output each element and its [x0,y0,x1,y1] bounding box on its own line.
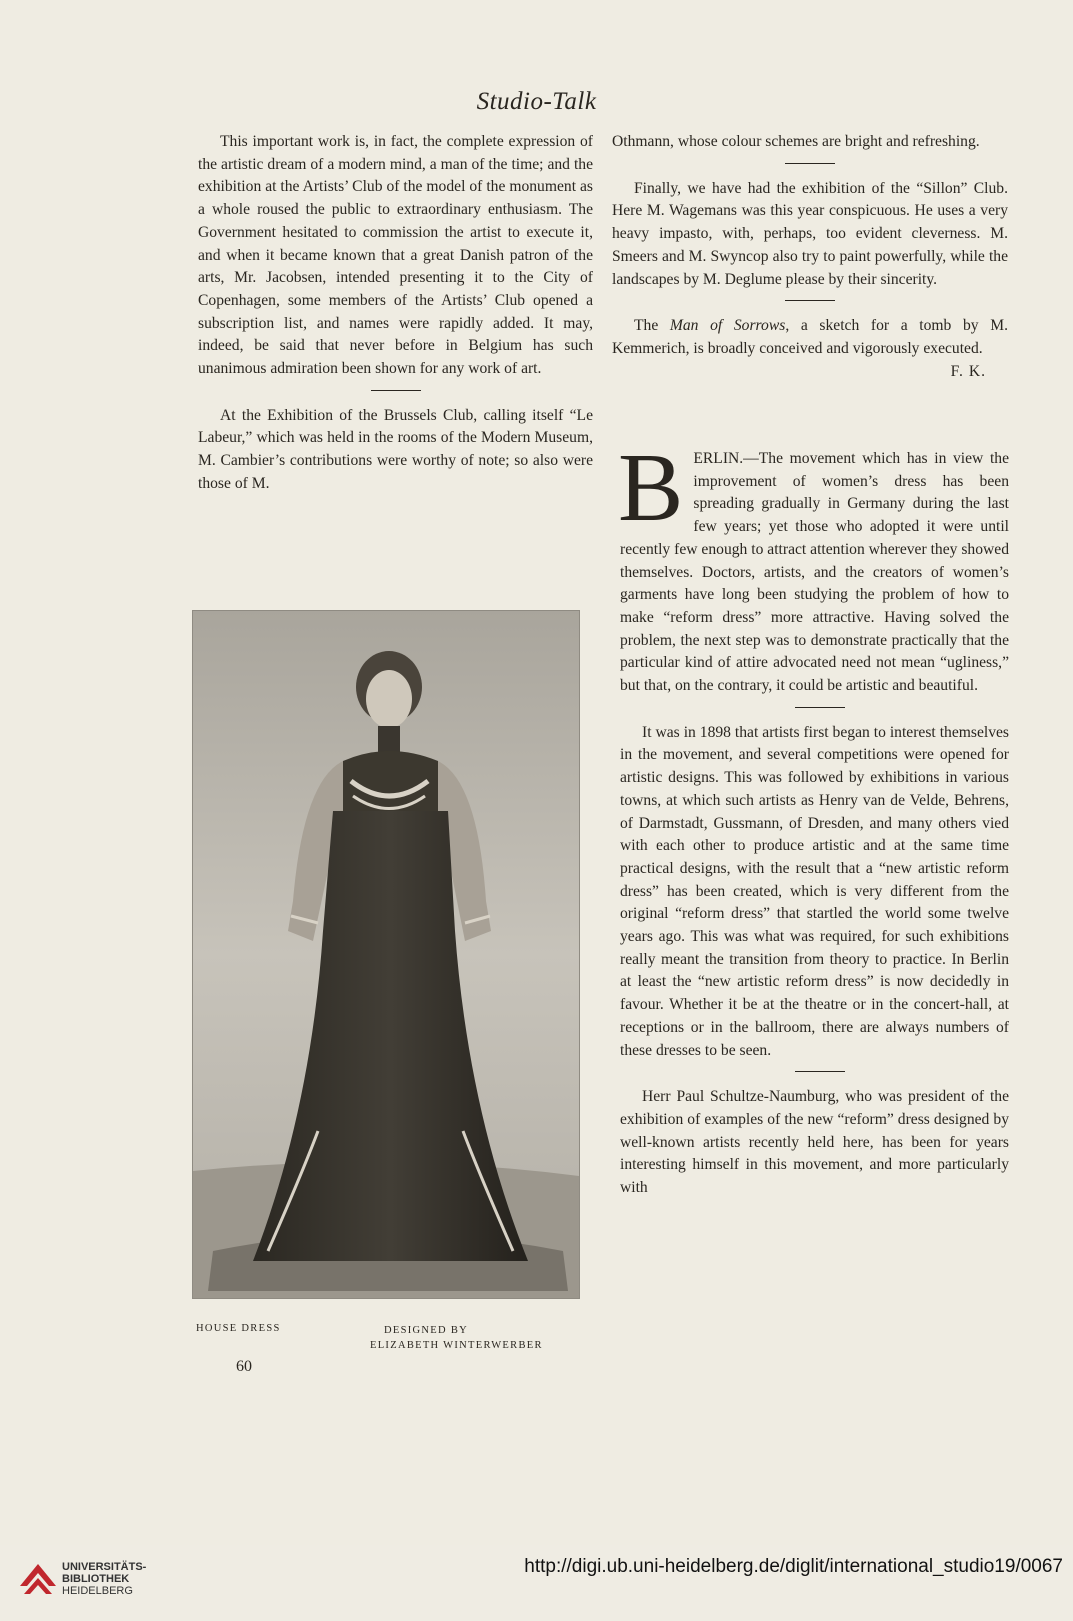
section-rule [371,390,421,391]
source-url-link[interactable]: http://digi.ub.uni-heidelberg.de/diglit/international_studio19/0067 [524,1556,1063,1577]
paragraph: Finally, we have had the exhibition of the “Sillon” Club. Here M. Wagemans was this year conspicuous. He uses a very heavy impasto, with, perhaps, too evident cleverness. M. Smeers and M. Swyncop also try to paint powerfully, while the landscapes by M. Deglume please by their sincerity. [612,179,1008,288]
paragraph: BERLIN.—The movement which has in view the improvement of women’s dress has been spreading gradually in Germany during the last few years; yet those who adopted it were until recently few enough to attract attention wherever they showed themselves. Doctors, artists, and the creators of women’s garments have long been studying the problem of how to make “reform dress” more attractive. Having solved the problem, the next step was to demonstrate practically that the particular kind of attire advocated need not mean “ugliness,” but that, on the contrary, it could be artistic and beautiful. [618,434,1009,695]
library-name: UNIVERSITÄTS- BIBLIOTHEK HEIDELBERG [62,1561,147,1597]
paragraph: This important work is, in fact, the complete expression of the artistic dream of a modern mind, a man of the time; and the exhibition at the Artists’ Club of the model of the monument as a whole roused the public to extraordinary enthusiasm. The Government hesitated to commission the artist to execute it, and when it became known that a great Danish patron of the arts, Mr. Jacobsen, intended presenting it to the City of Copenhagen, some members of the Artists’ Club opened a subscription list, and names were rapidly added. It may, indeed, be said that never before in Belgium has such unanimous admiration been shown for any work of art. [198,133,593,378]
drop-cap: B [618,434,684,542]
caption-title: HOUSE DRESS [196,1323,281,1334]
photo-illustration [193,611,579,1298]
house-dress-photograph [192,610,580,1299]
paragraph: Othmann, whose colour schemes are bright and refreshing. [612,133,980,150]
paragraph: Herr Paul Schultze-Naumburg, who was president of the exhibition of examples of the new “reform” dress designed by well-known artists recently held here, has been for years interesting himself in this movement, and more particularly with [620,1088,1009,1197]
caption-credit: DESIGNED BY ELIZABETH WINTERWERBER [370,1325,543,1351]
section-rule [795,707,845,708]
section-rule [785,163,835,164]
library-logo-icon [16,1556,60,1600]
paragraph: The Man of Sorrows, a sketch for a tomb by M. Kemmerich, is broadly conceived and vigorously executed. [612,317,1008,357]
signature-line [612,361,1008,384]
signature: F. K. [950,362,986,380]
berlin-column [618,434,1009,1200]
section-rule [795,1071,845,1072]
section-rule [785,300,835,301]
paragraph: At the Exhibition of the Brussels Club, calling itself “Le Labeur,” which was held in the rooms of the Modern Museum, M. Cambier’s contributions were worthy of note; so also were those of M. [198,406,593,492]
italic-title: Man of Sorrows [669,317,786,335]
paragraph: It was in 1898 that artists first began to interest themselves in the movement, and several competitions were opened for artistic designs. This was followed by exhibitions in various towns, at which such artists as Henry van de Velde, Behrens, of Darmstadt, Gussmann, of Dresden, and many others vied with each other to produce artistic and at the same time practical designs, with the result that a “new artistic reform dress” has been created, which is very different from the original “reform dress” that startled the world some twelve years ago. This was what was required, for such exhibitions really meant the transition from theory to practice. In Berlin at least the “new artistic reform dress” is now decidedly in favour. Whether it be at the theatre or in the concert-hall, at receptions or in the ballroom, there are always numbers of these dresses to be seen. [620,723,1009,1059]
page-number: 60 [236,1358,252,1375]
running-head: Studio-Talk [476,88,597,115]
left-column [198,131,593,496]
right-column-top [612,131,1008,383]
